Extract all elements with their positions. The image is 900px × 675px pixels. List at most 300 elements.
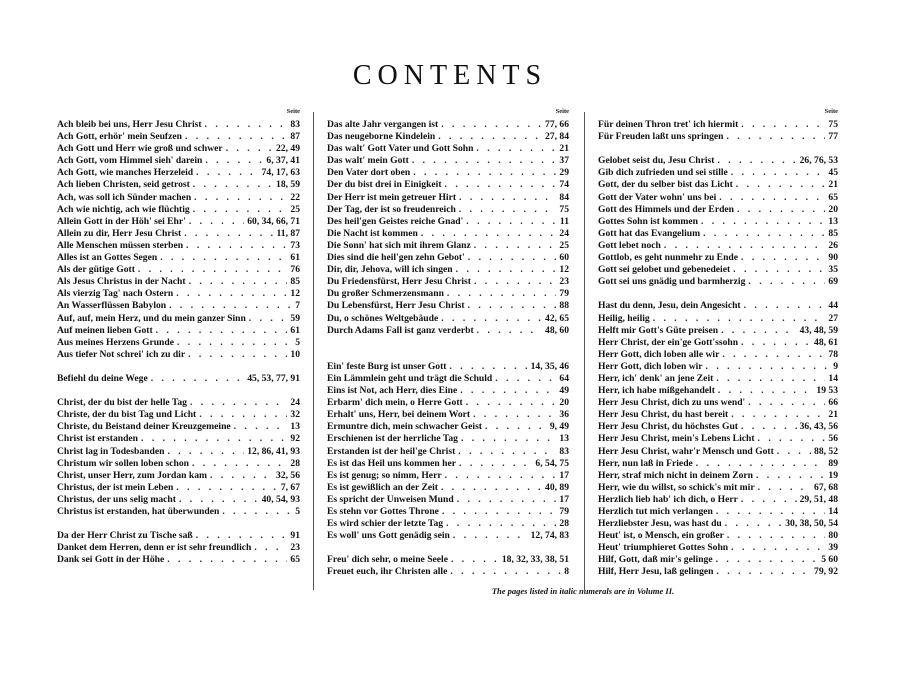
contents-entry xyxy=(598,361,838,373)
contents-entry xyxy=(598,470,838,482)
section-gap xyxy=(598,143,838,155)
page-numbers: 91 xyxy=(290,530,300,542)
dot-leader xyxy=(721,325,797,337)
page-numbers: 75 xyxy=(828,119,838,130)
page-numbers: 6, 37, 41 xyxy=(266,155,300,167)
page-numbers: 24 xyxy=(559,227,569,239)
hymn-title: Herr Gott, dich loben alle wir xyxy=(598,348,720,360)
hymn-title: Christe, der du bist Tag und Licht xyxy=(57,409,197,421)
section-gap xyxy=(327,337,569,349)
dot-leader xyxy=(653,313,826,325)
page-numbers: 90 xyxy=(828,252,838,264)
dot-leader xyxy=(459,204,557,216)
page-numbers: 36, 43, 56 xyxy=(799,421,838,433)
dot-leader xyxy=(249,313,288,325)
page-numbers: 40, 89 xyxy=(545,481,569,493)
dot-leader xyxy=(254,542,287,554)
contents-entry xyxy=(57,131,300,143)
page-numbers: 29, 51, 48 xyxy=(799,493,838,505)
dot-leader xyxy=(167,554,287,566)
seite-header: Seite xyxy=(286,108,300,115)
seite-header: Seite xyxy=(824,108,838,115)
page-numbers: 14 xyxy=(828,506,838,517)
contents-entry xyxy=(57,228,300,240)
dot-leader xyxy=(459,458,532,470)
hymn-title: Aus meines Herzens Grunde xyxy=(57,336,174,348)
hymn-title: Eins ist Not, ach Herr, dies Eine xyxy=(327,385,458,397)
page-numbers: 12, 86, 41, 93 xyxy=(247,445,300,457)
dot-leader xyxy=(731,542,825,554)
page-numbers: 65 xyxy=(290,554,300,566)
page-numbers: 11, 87 xyxy=(276,227,300,239)
hymn-title: Durch Adams Fall ist ganz verderbt xyxy=(327,324,474,336)
dot-leader xyxy=(194,192,287,204)
hymn-title: Heut' triumphieret Gottes Sohn xyxy=(598,542,729,554)
hymn-title: Christ ist erstanden xyxy=(57,433,139,445)
contents-entry xyxy=(327,458,569,470)
page-numbers: 5 xyxy=(295,336,300,348)
page-numbers: 26 xyxy=(828,239,838,251)
dot-leader xyxy=(722,349,825,361)
dot-leader xyxy=(446,518,556,530)
hymn-title: Es ist gewißlich an der Zeit xyxy=(327,481,438,493)
section-gap xyxy=(327,542,569,554)
page-numbers: 79 xyxy=(559,506,569,517)
contents-entry xyxy=(327,228,569,240)
hymn-title: Auf meinen lieben Gott xyxy=(57,324,153,336)
contents-column-2 xyxy=(327,108,569,579)
hymn-title: Als Jesus Christus in der Nacht xyxy=(57,276,186,288)
hymn-title: Christus ist erstanden, hat überwunden xyxy=(57,506,220,517)
page-numbers: 76 xyxy=(290,264,300,276)
section-gap xyxy=(57,385,300,397)
contents-entry xyxy=(57,470,300,482)
contents-entry xyxy=(57,397,300,409)
hymn-title: Hilf, Gott, daß mir's gelinge xyxy=(598,554,713,566)
contents-entry xyxy=(327,433,569,445)
dot-leader xyxy=(156,325,288,337)
hymn-title: Gott sei uns gnädig und barmherzig xyxy=(598,276,746,288)
contents-entry xyxy=(327,240,569,252)
page-numbers: 45, 53, 77, 91 xyxy=(247,372,300,384)
contents-entry xyxy=(598,373,838,385)
dot-leader xyxy=(447,288,557,300)
dot-leader xyxy=(210,470,273,482)
dot-leader xyxy=(741,337,811,349)
dot-leader xyxy=(716,506,826,518)
dot-leader xyxy=(190,397,287,409)
dot-leader xyxy=(453,530,528,542)
page-numbers: 78 xyxy=(828,348,838,360)
page-numbers: 85 xyxy=(290,276,300,288)
page-numbers: 60, 34, 66, 71 xyxy=(247,215,300,227)
dot-leader xyxy=(748,276,825,288)
contents-entry xyxy=(598,192,838,204)
page-numbers: 36 xyxy=(559,409,569,421)
dot-leader xyxy=(719,192,825,204)
contents-entry xyxy=(327,409,569,421)
dot-leader xyxy=(468,300,557,312)
hymn-title: Du, o schönes Weltgebäude xyxy=(327,312,439,324)
contents-entry xyxy=(327,446,569,458)
contents-entry xyxy=(327,288,569,300)
contents-entry xyxy=(57,155,300,167)
dot-leader xyxy=(741,421,797,433)
contents-entry xyxy=(327,192,569,204)
dot-leader xyxy=(186,240,287,252)
page-numbers: 59 xyxy=(290,312,300,324)
contents-entry xyxy=(327,506,569,518)
contents-column-1 xyxy=(57,108,300,566)
dot-leader xyxy=(450,566,561,578)
hymn-title: Das walt' Gott Vater und Gott Sohn xyxy=(327,143,474,155)
dot-leader xyxy=(205,155,263,167)
contents-entry xyxy=(327,385,569,397)
page-numbers: 75 xyxy=(559,203,569,215)
hymn-title: Christum wir sollen loben schon xyxy=(57,457,190,469)
contents-entry xyxy=(327,566,569,578)
hymn-title: Christ, der du bist der helle Tag xyxy=(57,397,187,409)
hymn-title: Du Friedensfürst, Herr Jesu Christ xyxy=(327,276,471,288)
page-numbers: 11 xyxy=(559,215,569,227)
hymn-title: Ach Gott, erhör' mein Seufzen xyxy=(57,131,182,143)
contents-entry xyxy=(598,313,838,325)
column-divider xyxy=(313,112,314,590)
dot-leader xyxy=(449,361,527,373)
hymn-title: Es spricht der Unweisen Mund xyxy=(327,493,454,505)
contents-entry xyxy=(57,167,300,179)
dot-leader xyxy=(441,119,542,131)
page-numbers: 27 xyxy=(828,312,838,324)
hymn-title: Christus, der uns selig macht xyxy=(57,493,176,505)
dot-leader xyxy=(716,373,825,385)
page-numbers: 84 xyxy=(559,191,569,203)
hymn-title: Ein Lämmlein geht und trägt die Schuld xyxy=(327,372,493,384)
contents-entry xyxy=(57,542,300,554)
hymn-title: Gib dich zufrieden und sei stille xyxy=(598,167,728,179)
page-numbers: 61 xyxy=(290,252,300,264)
page-numbers: 9, 49 xyxy=(549,421,569,433)
page-numbers: 37 xyxy=(559,155,569,167)
contents-entry xyxy=(327,554,569,566)
hymn-title: Für deinen Thron tret' ich hiermit xyxy=(598,119,739,130)
dot-leader xyxy=(179,494,259,506)
dot-leader xyxy=(441,482,542,494)
page-numbers: 48, 60 xyxy=(545,324,569,336)
contents-entry xyxy=(598,264,838,276)
page-numbers: 24 xyxy=(290,397,300,409)
contents-entry xyxy=(57,143,300,155)
page-numbers: 23 xyxy=(559,276,569,288)
page-numbers: 74 xyxy=(559,179,569,191)
page-numbers: 14 xyxy=(828,372,838,384)
dot-leader xyxy=(193,179,273,191)
page-numbers: 6, 54, 75 xyxy=(535,457,569,469)
hymn-title: Die Sonn' hat sich mit ihrem Glanz xyxy=(327,239,471,251)
page-numbers: 89 xyxy=(828,457,838,469)
page-numbers: 13 xyxy=(559,433,569,445)
hymn-title: Ermuntre dich, mein schwacher Geist xyxy=(327,421,482,433)
dot-leader xyxy=(756,470,825,482)
hymn-title: Ach Gott, wie manches Herzeleid xyxy=(57,167,194,179)
dot-leader xyxy=(485,421,547,433)
contents-entry xyxy=(598,397,838,409)
dot-leader xyxy=(476,143,556,155)
contents-entry xyxy=(598,167,838,179)
page-numbers: 17 xyxy=(559,469,569,481)
page-numbers: 13 xyxy=(828,215,838,227)
page-numbers: 12 xyxy=(559,264,569,276)
dot-leader xyxy=(189,276,288,288)
page-numbers: 8 xyxy=(564,566,569,578)
contents-entry xyxy=(327,155,569,167)
page-numbers: 12, 74, 83 xyxy=(530,530,569,542)
hymn-title: Es stehn vor Gottes Throne xyxy=(327,506,439,517)
hymn-title: Befiehl du deine Wege xyxy=(57,372,148,384)
hymn-title: Gottes Sohn ist kommen xyxy=(598,215,698,227)
dot-leader xyxy=(468,252,557,264)
dot-leader xyxy=(718,385,814,397)
contents-entry xyxy=(598,421,838,433)
hymn-title: Gott des Himmels und der Erden xyxy=(598,203,735,215)
hymn-title: Das neugeborne Kindelein xyxy=(327,131,436,143)
hymn-title: Herr, ich habe mißgehandelt xyxy=(598,385,715,397)
hymn-title: Freu' dich sehr, o meine Seele xyxy=(327,554,448,566)
contents-entry xyxy=(327,264,569,276)
hymn-title: An Wasserflüssen Babylon xyxy=(57,300,167,312)
contents-entry xyxy=(598,349,838,361)
hymn-title: Dank sei Gott in der Höhe xyxy=(57,554,165,566)
dot-leader xyxy=(188,349,287,361)
contents-entry xyxy=(57,288,300,300)
hymn-title: Es wird schier der letzte Tag xyxy=(327,518,444,530)
dot-leader xyxy=(141,433,287,445)
page-numbers: 40, 54, 93 xyxy=(261,493,300,505)
contents-entry xyxy=(327,216,569,228)
contents-entry xyxy=(327,518,569,530)
hymn-title: Der du bist drei in Einigkeit xyxy=(327,179,442,191)
dot-leader xyxy=(737,204,825,216)
hymn-title: Ach lieben Christen, seid getrost xyxy=(57,179,190,191)
page-numbers: 13 xyxy=(290,421,300,433)
contents-entry xyxy=(598,119,838,131)
dot-leader xyxy=(727,530,826,542)
hymn-title: Herr, straf mich nicht in deinem Zorn xyxy=(598,469,753,481)
dot-leader xyxy=(731,409,825,421)
hymn-title: Ach Gott, vom Himmel sieh' darein xyxy=(57,155,203,167)
page-numbers: 69 xyxy=(828,276,838,288)
dot-leader xyxy=(167,446,244,458)
contents-entry xyxy=(327,373,569,385)
contents-entry xyxy=(598,325,838,337)
contents-entry xyxy=(57,119,300,131)
dot-leader xyxy=(196,530,288,542)
dot-leader xyxy=(696,458,826,470)
dot-leader xyxy=(222,506,292,518)
dot-leader xyxy=(474,276,556,288)
dot-leader xyxy=(748,397,825,409)
contents-entry xyxy=(327,313,569,325)
dot-leader xyxy=(741,119,825,131)
hymn-title: Herzliebster Jesu, was hast du xyxy=(598,518,722,530)
page-numbers: 49 xyxy=(559,385,569,397)
section-gap xyxy=(57,518,300,530)
contents-entry xyxy=(327,300,569,312)
contents-entry xyxy=(598,494,838,506)
dot-leader xyxy=(451,554,499,566)
contents-entry xyxy=(57,240,300,252)
footer-note: The pages listed in italic numerals are in Volume II. xyxy=(491,586,675,596)
dot-leader xyxy=(199,409,287,421)
dot-leader xyxy=(441,313,542,325)
hymn-title: Herr Jesu Christ, dich zu uns wend' xyxy=(598,397,746,409)
hymn-title: Herr, nun laß in Friede xyxy=(598,457,693,469)
dot-leader xyxy=(184,228,273,240)
dot-leader xyxy=(205,119,288,131)
hymn-title: Herr Christ, der ein'ge Gott'ssohn xyxy=(598,336,739,348)
contents-entry xyxy=(598,518,838,530)
dot-leader xyxy=(741,252,825,264)
dot-leader xyxy=(169,300,292,312)
hymn-title: Erhalt' uns, Herr, bei deinem Wort xyxy=(327,409,471,421)
dot-leader xyxy=(192,458,287,470)
dot-leader xyxy=(456,264,557,276)
dot-leader xyxy=(189,216,244,228)
contents-entry xyxy=(57,264,300,276)
dot-leader xyxy=(176,482,278,494)
dot-leader xyxy=(741,494,797,506)
page-numbers: 42, 65 xyxy=(545,312,569,324)
hymn-title: Gott hat das Evangelium xyxy=(598,227,701,239)
hymn-title: Alles ist an Gottes Segen xyxy=(57,252,158,264)
hymn-title: Hilf, Herr Jesu, laß gelingen xyxy=(598,566,714,578)
page-numbers: 32 xyxy=(290,409,300,421)
page-numbers: 65 xyxy=(828,191,838,203)
hymn-title: Herr, wie du willst, so schick's mit mir xyxy=(598,481,755,493)
page-numbers: 25 xyxy=(290,203,300,215)
dot-leader xyxy=(716,566,811,578)
hymn-title: Des heil'gen Geistes reiche Gnad' xyxy=(327,215,464,227)
hymn-title: Christus, der ist mein Leben xyxy=(57,481,174,493)
contents-entry xyxy=(57,421,300,433)
dot-leader xyxy=(725,518,782,530)
hymn-title: Erstanden ist der heil'ge Christ xyxy=(327,445,456,457)
contents-entry xyxy=(598,240,838,252)
contents-entry xyxy=(327,494,569,506)
dot-leader xyxy=(477,325,542,337)
hymn-title: Allein Gott in der Höh' sei Ehr' xyxy=(57,215,186,227)
page-numbers: 29 xyxy=(559,167,569,179)
contents-entry xyxy=(57,276,300,288)
page-numbers: 43, 48, 59 xyxy=(799,324,838,336)
hymn-title: Dir, dir, Jehova, will ich singen xyxy=(327,264,453,276)
dot-leader xyxy=(744,300,826,312)
page-numbers: 88, 52 xyxy=(814,445,838,457)
contents-entry xyxy=(327,179,569,191)
hymn-title: Gott lebet noch xyxy=(598,239,661,251)
contents-column-3 xyxy=(598,108,838,579)
contents-entry xyxy=(57,216,300,228)
contents-entry xyxy=(598,554,838,566)
hymn-title: Gelobet seist du, Jesu Christ xyxy=(598,155,715,167)
contents-entry xyxy=(598,216,838,228)
dot-leader xyxy=(466,216,557,228)
page-numbers: 77 xyxy=(828,131,838,143)
page-numbers: 20 xyxy=(559,397,569,409)
dot-leader xyxy=(726,131,825,143)
contents-entry xyxy=(598,131,838,143)
page-numbers: 64 xyxy=(559,372,569,384)
page-numbers: 92 xyxy=(290,433,300,445)
contents-entry xyxy=(57,179,300,191)
dot-leader xyxy=(706,361,831,373)
dot-leader xyxy=(495,373,556,385)
hymn-title: Gott sei gelobet und gebenedeiet xyxy=(598,264,731,276)
hymn-title: Es ist das Heil uns kommen her xyxy=(327,457,457,469)
contents-entry xyxy=(57,349,300,361)
dot-leader xyxy=(758,433,826,445)
page-numbers: 5 xyxy=(295,506,300,517)
hymn-title: Helft mir Gott's Güte preisen xyxy=(598,324,719,336)
contents-entry xyxy=(57,337,300,349)
page-numbers: 18, 59 xyxy=(276,179,300,191)
hymn-title: Herr Jesu Christ, mein's Lebens Licht xyxy=(598,433,755,445)
hymn-title: Der Herr ist mein getreuer Hirt xyxy=(327,191,457,203)
section-gap xyxy=(57,361,300,373)
page-numbers: 32, 56 xyxy=(276,469,300,481)
contents-entry xyxy=(57,494,300,506)
hymn-title: Herzlich lieb hab' ich dich, o Herr xyxy=(598,493,738,505)
page-numbers: 19 xyxy=(828,469,838,481)
hymn-title: Freuet euch, ihr Christen alle xyxy=(327,566,448,578)
hymn-title: Danket dem Herren, denn er ist sehr freundlich xyxy=(57,542,252,554)
hymn-title: Erbarm' dich mein, o Herre Gott xyxy=(327,397,463,409)
dot-leader xyxy=(442,506,556,518)
contents-entry xyxy=(327,470,569,482)
dot-leader xyxy=(758,482,811,494)
contents-entry xyxy=(57,530,300,542)
hymn-title: Christe, du Beistand deiner Kreuzgemeine xyxy=(57,421,231,433)
page-numbers: 83 xyxy=(290,119,300,130)
contents-entry xyxy=(57,458,300,470)
page-numbers: 10 xyxy=(290,348,300,360)
contents-entry xyxy=(598,446,838,458)
hymn-title: Ein' feste Burg ist unser Gott xyxy=(327,360,447,372)
hymn-title: Den Vater dort oben xyxy=(327,167,411,179)
column-divider xyxy=(584,112,585,590)
page-numbers: 23 xyxy=(290,542,300,554)
hymn-title: Alle Menschen müssen sterben xyxy=(57,239,184,251)
dot-leader xyxy=(701,216,825,228)
contents-entry xyxy=(598,228,838,240)
page-numbers: 45 xyxy=(828,167,838,179)
dot-leader xyxy=(438,131,542,143)
dot-leader xyxy=(460,385,556,397)
page-numbers: 27, 84 xyxy=(545,131,569,143)
hymn-title: Gottlob, es geht nunmehr zu Ende xyxy=(598,252,739,264)
hymn-title: Da der Herr Christ zu Tische saß xyxy=(57,530,193,542)
page-numbers: 79 xyxy=(559,288,569,300)
page-numbers: 7 xyxy=(295,300,300,312)
contents-entry xyxy=(327,397,569,409)
contents-entry xyxy=(598,530,838,542)
dot-leader xyxy=(412,155,557,167)
contents-entry xyxy=(598,542,838,554)
page-numbers: 28 xyxy=(290,457,300,469)
page-numbers: 83 xyxy=(559,445,569,457)
hymn-title: Herr Jesu Christ, wahr'r Mensch und Gott xyxy=(598,445,774,457)
hymn-title: Auf, auf, mein Herz, und du mein ganzer Sinn xyxy=(57,312,246,324)
